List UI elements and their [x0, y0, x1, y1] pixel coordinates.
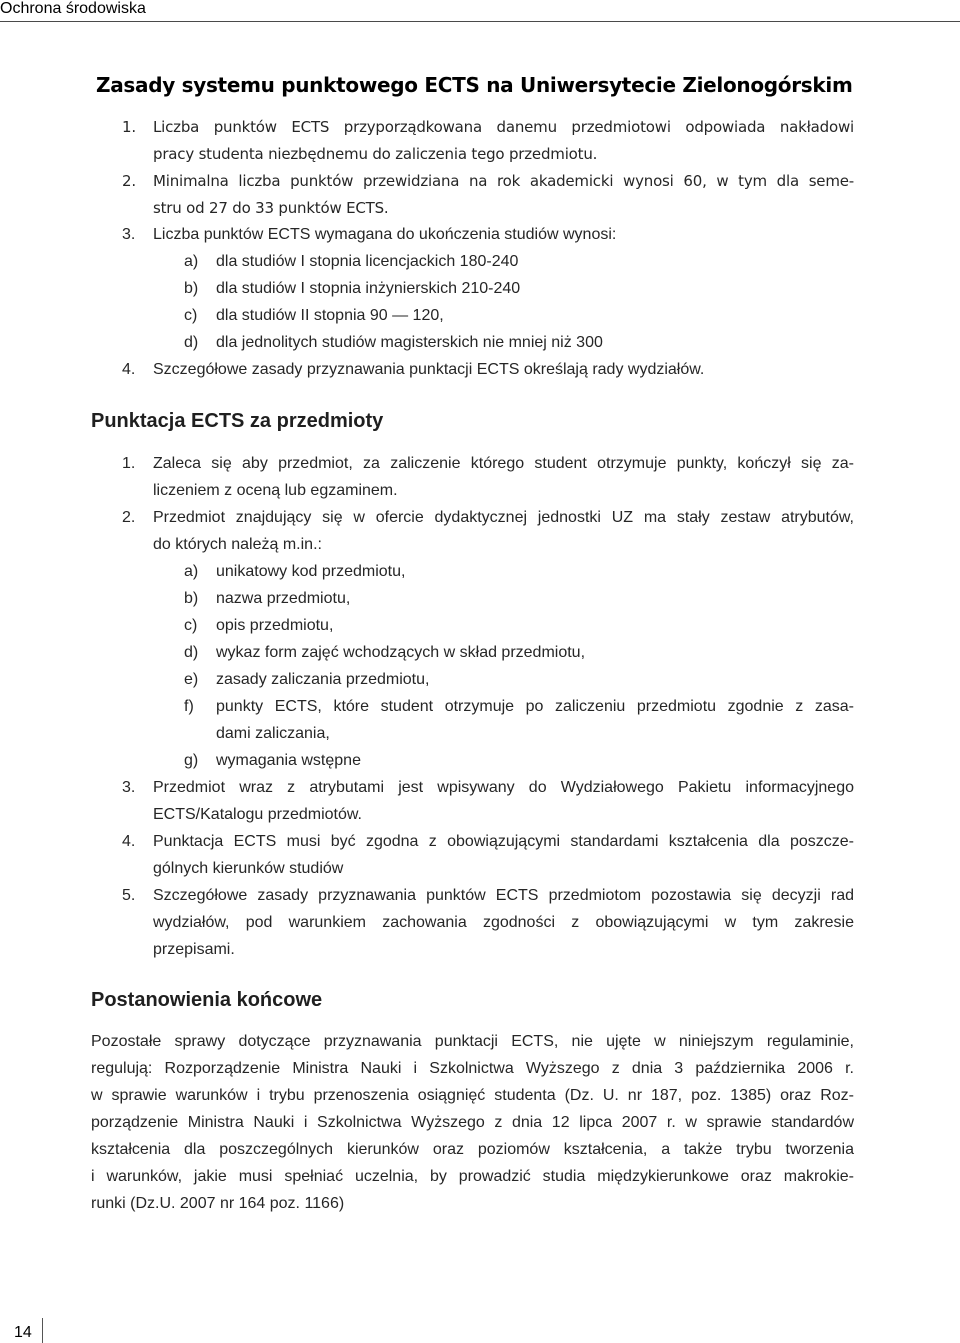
- header-rule: [0, 21, 960, 22]
- list-item-text: Przedmiot wraz z atrybutami jest wpisywany do Wydziałowego Pakietu informacyjnego: [153, 779, 854, 796]
- list-item-text: gólnych kierunków studiów: [153, 860, 344, 877]
- sub-item-text: dla jednolitych studiów magisterskich nie mniej niż 300: [216, 334, 603, 351]
- sub-letter: g): [184, 752, 199, 769]
- sub-item-text: dami zaliczania,: [216, 725, 330, 742]
- paragraph-line: i warunków, jakie musi spełniać uczelnia, by prowadzić studia międzykierunkowe oraz makrokie-: [91, 1168, 854, 1185]
- list-item-text: stru od 27 do 33 punktów ECTS.: [153, 199, 389, 217]
- paragraph-line: kształcenia dla poszczególnych kierunków oraz poziomów kształcenia, a także trybu tworzenia: [91, 1141, 854, 1158]
- list-item-text: Liczba punktów ECTS przyporządkowana danemu przedmiotowi odpowiada nakładowi: [153, 118, 854, 136]
- sub-letter: f): [184, 698, 194, 715]
- footer-rule: [42, 1318, 43, 1343]
- list-number: 2.: [122, 172, 136, 190]
- sub-letter: d): [184, 644, 199, 661]
- sub-item-text: opis przedmiotu,: [216, 617, 334, 634]
- sub-letter: c): [184, 307, 198, 324]
- list-number: 1.: [122, 118, 136, 136]
- sub-item-text: wykaz form zajęć wchodzących w skład przedmiotu,: [216, 644, 586, 661]
- sub-item-text: nazwa przedmiotu,: [216, 590, 351, 607]
- sub-item-text: dla studiów II stopnia 90 — 120,: [216, 307, 444, 324]
- sub-item-text: dla studiów I stopnia licencjackich 180-240: [216, 253, 519, 270]
- list-item-text: Przedmiot znajdujący się w ofercie dydaktycznej jednostki UZ ma stały zestaw atrybutów,: [153, 509, 854, 526]
- sub-letter: b): [184, 590, 199, 607]
- sub-letter: a): [184, 253, 199, 270]
- paragraph-line: Pozostałe sprawy dotyczące przyznawania punktacji ECTS, nie ujęte w niniejszym regulaminie,: [91, 1033, 854, 1050]
- header-text: Ochrona środowiska: [0, 0, 146, 17]
- list-item-text: ECTS/Katalogu przedmiotów.: [153, 806, 362, 823]
- list-item-text: Liczba punktów ECTS wymagana do ukończenia studiów wynosi:: [153, 226, 617, 243]
- sub-item-text: dla studiów I stopnia inżynierskich 210-240: [216, 280, 521, 297]
- list-number: 3.: [122, 226, 136, 243]
- sub-letter: d): [184, 334, 199, 351]
- list-item-text: Zaleca się aby przedmiot, za zaliczenie którego student otrzymuje punkty, kończył się za-: [153, 455, 854, 472]
- list-number: 5.: [122, 887, 136, 904]
- list-item-text: Punktacja ECTS musi być zgodna z obowiązującymi standardami kształcenia dla poszcze-: [153, 833, 854, 850]
- sub-item-text: wymagania wstępne: [216, 752, 361, 769]
- list-item-text: przepisami.: [153, 941, 235, 958]
- sub-letter: b): [184, 280, 199, 297]
- list-item-text: Szczegółowe zasady przyznawania punktów ECTS przedmiotom pozostawia się decyzji rad: [153, 887, 854, 904]
- list-item-text: wydziałów, pod warunkiem zachowania zgodności z obowiązującymi w tym zakresie: [153, 914, 854, 931]
- list-item-text: Szczegółowe zasady przyznawania punktacji ECTS określają rady wydziałów.: [153, 361, 705, 378]
- list-number: 2.: [122, 509, 136, 526]
- list-item-text: do których należą m.in.:: [153, 536, 322, 553]
- section-heading-ects: Punktacja ECTS za przedmioty: [91, 410, 384, 432]
- sub-item-text: zasady zaliczania przedmiotu,: [216, 671, 430, 688]
- list-item-text: pracy studenta niezbędnemu do zaliczenia tego przedmiotu.: [153, 145, 598, 163]
- sub-letter: c): [184, 617, 198, 634]
- running-header: [0, 0, 960, 22]
- page-title: Zasady systemu punktowego ECTS na Uniwersytecie Zielonogórskim: [96, 73, 853, 97]
- list-number: 4.: [122, 833, 136, 850]
- paragraph-line: regulują: Rozporządzenie Ministra Nauki i Szkolnictwa Wyższego z dnia 3 października 2006 r.: [91, 1060, 854, 1077]
- sub-letter: a): [184, 563, 199, 580]
- page-number: 14: [14, 1324, 32, 1341]
- sub-item-text: unikatowy kod przedmiotu,: [216, 563, 406, 580]
- list-item-text: Minimalna liczba punktów przewidziana na rok akademicki wynosi 60, w tym dla seme-: [153, 172, 854, 190]
- paragraph-line: porządzenie Ministra Nauki i Szkolnictwa Wyższego z dnia 12 lipca 2007 r. w sprawie standardów: [91, 1114, 854, 1131]
- list-number: 1.: [122, 455, 136, 472]
- list-number: 4.: [122, 361, 136, 378]
- sub-letter: e): [184, 671, 199, 688]
- paragraph-line: w sprawie warunków i trybu przenoszenia osiągnięć studenta (Dz. U. nr 187, poz. 1385) oraz Roz-: [91, 1087, 854, 1104]
- list-item-text: liczeniem z oceną lub egzaminem.: [153, 482, 398, 499]
- paragraph-line: runki (Dz.U. 2007 nr 164 poz. 1166): [91, 1195, 345, 1212]
- list-number: 3.: [122, 779, 136, 796]
- sub-item-text: punkty ECTS, które student otrzymuje po zaliczeniu przedmiotu zgodnie z zasa-: [216, 698, 854, 715]
- section-heading-final: Postanowienia końcowe: [91, 989, 323, 1011]
